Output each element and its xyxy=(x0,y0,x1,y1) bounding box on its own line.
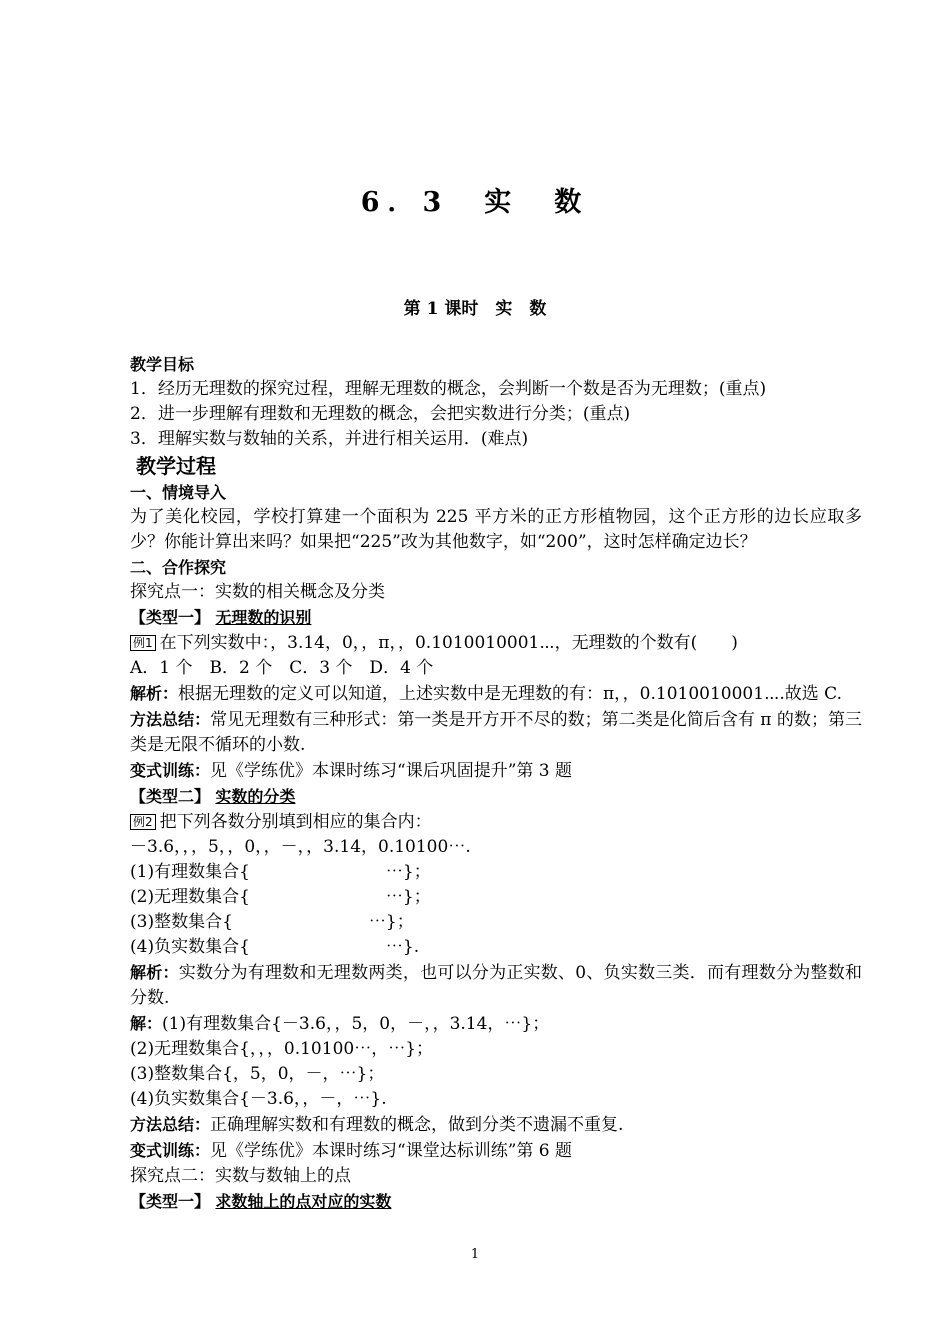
set-blank: (4)负实数集合{ ⋯}. xyxy=(130,937,420,957)
page-title: 6．3 实 数 xyxy=(360,187,590,218)
number-list: －3.6，，，5，，0，，－，，3.14，0.10100⋯. xyxy=(130,837,471,857)
set-blank: (3)整数集合{ ⋯}； xyxy=(130,912,414,932)
analysis-label: 解析： xyxy=(130,963,179,982)
example-question xyxy=(92,631,862,656)
goal-item: 3．理解实数与数轴的关系，并进行相关运用．(难点) xyxy=(130,429,529,449)
type-title: 实数的分类 xyxy=(215,787,296,806)
method-summary xyxy=(92,707,862,758)
section-heading: 二、合作探究 xyxy=(130,558,227,577)
variant-label: 变式训练： xyxy=(130,761,211,780)
goal-item: 1．经历无理数的探究过程，理解无理数的概念，会判断一个数是否为无理数；(重点) xyxy=(130,379,767,399)
solution-line: (4)负实数集合{－3.6，，－，⋯}. xyxy=(130,1089,387,1109)
analysis-label: 解析： xyxy=(130,684,179,703)
type-label: 【类型一】 xyxy=(130,1192,211,1211)
type-title: 求数轴上的点对应的实数 xyxy=(215,1192,392,1211)
type-title: 无理数的识别 xyxy=(215,608,312,627)
explore-point-heading: 探究点一：实数的相关概念及分类 xyxy=(130,582,385,602)
method-text: 常见无理数有三种形式：第一类是开方开不尽的数；第二类是化简后含有 π 的数；第三类是无限不循环的小数. xyxy=(130,710,862,755)
example-options: A．1 个 B．2 个 C．3 个 D．4 个 xyxy=(130,658,434,678)
document-body xyxy=(92,352,862,1215)
method-summary xyxy=(92,1112,862,1138)
process-heading: 教学过程 xyxy=(136,454,216,478)
solution-line xyxy=(92,1011,862,1037)
solution-label: 解： xyxy=(130,1014,163,1033)
analysis-text: 根据无理数的定义可以知道，上述实数中是无理数的有：π，，0.1010010001⋯.故选 C. xyxy=(178,684,842,704)
example-badge: 例1 xyxy=(130,635,156,651)
type-heading xyxy=(92,605,862,631)
solution-text: (1)有理数集合{－3.6，，5，0，－，，3.14，⋯}； xyxy=(162,1014,550,1034)
goals-heading: 教学目标 xyxy=(130,355,195,374)
type-heading xyxy=(92,784,862,810)
analysis-text: 实数分为有理数和无理数两类，也可以分为正实数、0、负实数三类．而有理数分为整数和分数. xyxy=(130,963,862,1008)
example-badge: 例2 xyxy=(130,814,156,830)
type-label: 【类型二】 xyxy=(130,787,211,806)
method-label: 方法总结： xyxy=(130,1115,211,1134)
variant-training xyxy=(92,758,862,784)
set-blank: (1)有理数集合{ ⋯}； xyxy=(130,862,431,882)
type-heading xyxy=(92,1189,862,1215)
section-heading: 一、情境导入 xyxy=(130,483,227,502)
explore-point-heading: 探究点二：实数与数轴上的点 xyxy=(130,1166,351,1186)
analysis-paragraph xyxy=(92,681,862,707)
example-text: 在下列实数中：，3.14，0，，π，，0.1010010001⋯，无理数的个数有( ) xyxy=(159,633,738,653)
variant-training xyxy=(92,1138,862,1164)
lesson-subtitle: 第 1 课时 实 数 xyxy=(403,299,547,319)
variant-text: 见《学练优》本课时练习“课堂达标训练”第 6 题 xyxy=(210,1141,573,1161)
goal-item: 2．进一步理解有理数和无理数的概念，会把实数进行分类；(重点) xyxy=(130,404,631,424)
type-label: 【类型一】 xyxy=(130,608,211,627)
analysis-paragraph xyxy=(92,960,862,1011)
variant-text: 见《学练优》本课时练习“课后巩固提升”第 3 题 xyxy=(210,761,573,781)
method-text: 正确理解实数和有理数的概念，做到分类不遗漏不重复. xyxy=(210,1115,624,1135)
example-text: 把下列各数分别填到相应的集合内： xyxy=(159,812,432,832)
set-blank: (2)无理数集合{ ⋯}； xyxy=(130,887,431,907)
example-question xyxy=(92,810,862,835)
intro-paragraph: 为了美化校园，学校打算建一个面积为 225 平方米的正方形植物园，这个正方形的边长应取多少？你能计算出来吗？如果把“225”改为其他数字，如“200”，这时怎样确定边长？ xyxy=(130,507,862,552)
variant-label: 变式训练： xyxy=(130,1141,211,1160)
solution-line: (2)无理数集合{，，，0.10100⋯，⋯}； xyxy=(130,1039,434,1059)
page-number: 1 xyxy=(470,1247,480,1262)
solution-line: (3)整数集合{，5，0，－，⋯}； xyxy=(130,1064,385,1084)
method-label: 方法总结： xyxy=(130,710,211,729)
